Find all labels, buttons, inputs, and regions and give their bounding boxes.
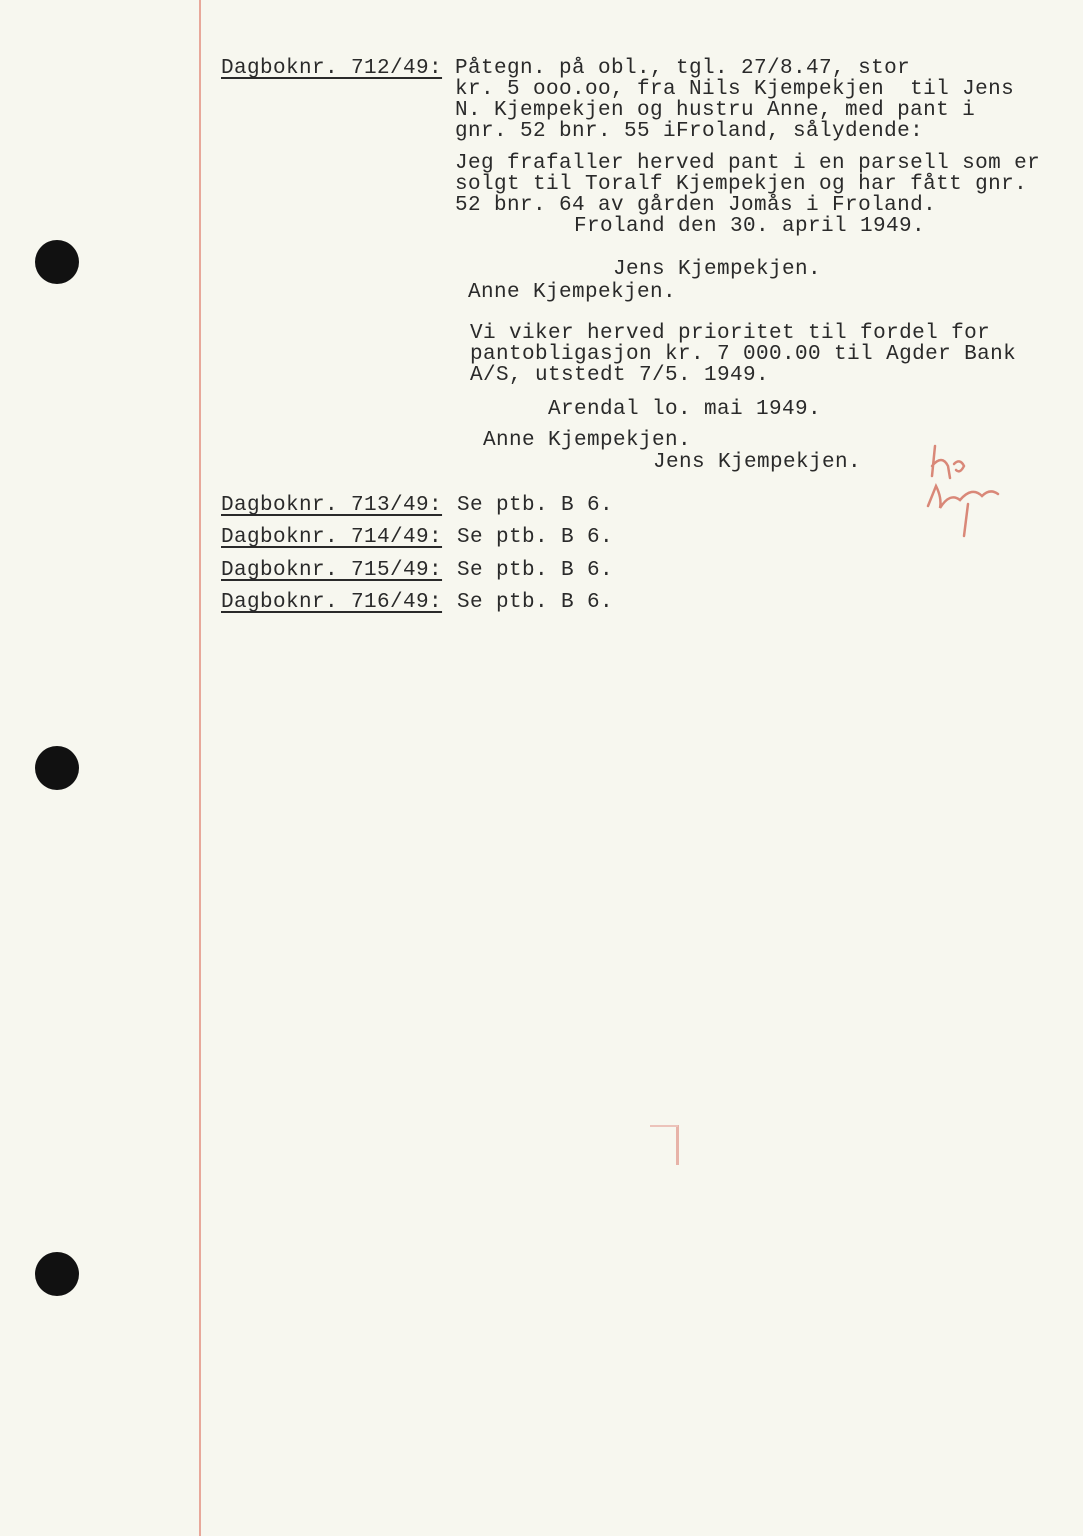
signature-line: Jens Kjempekjen. xyxy=(613,258,822,281)
entry-date-line: Arendal lo. mai 1949. xyxy=(548,398,822,421)
entry-text-line: pantobligasjon kr. 7 000.00 til Agder Bank xyxy=(470,343,1017,366)
entry-label: Dagboknr. 712/49: xyxy=(221,57,443,80)
entry-text-line: Jeg frafaller herved pant i en parsell som er xyxy=(455,152,1041,175)
entry-text: Se ptb. B 6. xyxy=(457,494,614,517)
signature-line: Anne Kjempekjen. xyxy=(483,429,692,452)
entry-date-line: Froland den 30. april 1949. xyxy=(574,215,926,238)
handwritten-initials xyxy=(920,436,1030,546)
punch-hole xyxy=(35,240,79,284)
entry-text: Se ptb. B 6. xyxy=(457,526,614,549)
entry-label: Dagboknr. 716/49: xyxy=(221,591,443,614)
entry-text-line: 52 bnr. 64 av gården Jomås i Froland. xyxy=(455,194,937,217)
entry-text-line: A/S, utstedt 7/5. 1949. xyxy=(470,364,770,387)
entry-text-line: Vi viker herved prioritet til fordel for xyxy=(470,322,991,345)
signature-line: Jens Kjempekjen. xyxy=(653,451,862,474)
entry-text: Se ptb. B 6. xyxy=(457,591,614,614)
entry-text-line: solgt til Toralf Kjempekjen og har fått gnr. xyxy=(455,173,1028,196)
signature-line: Anne Kjempekjen. xyxy=(468,281,677,304)
entry-text-line: gnr. 52 bnr. 55 iFroland, sålydende: xyxy=(455,120,924,143)
stray-mark xyxy=(676,1125,679,1165)
entry-text: Se ptb. B 6. xyxy=(457,559,614,582)
entry-text-line: N. Kjempekjen og hustru Anne, med pant i xyxy=(455,99,976,122)
punch-hole xyxy=(35,746,79,790)
entry-label: Dagboknr. 715/49: xyxy=(221,559,443,582)
punch-hole xyxy=(35,1252,79,1296)
entry-text-line: Påtegn. på obl., tgl. 27/8.47, stor xyxy=(455,57,911,80)
entry-label: Dagboknr. 714/49: xyxy=(221,526,443,549)
entry-label: Dagboknr. 713/49: xyxy=(221,494,443,517)
margin-line xyxy=(199,0,201,1536)
entry-text-line: kr. 5 ooo.oo, fra Nils Kjempekjen til Jens xyxy=(455,78,1015,101)
stray-mark xyxy=(650,1125,678,1127)
